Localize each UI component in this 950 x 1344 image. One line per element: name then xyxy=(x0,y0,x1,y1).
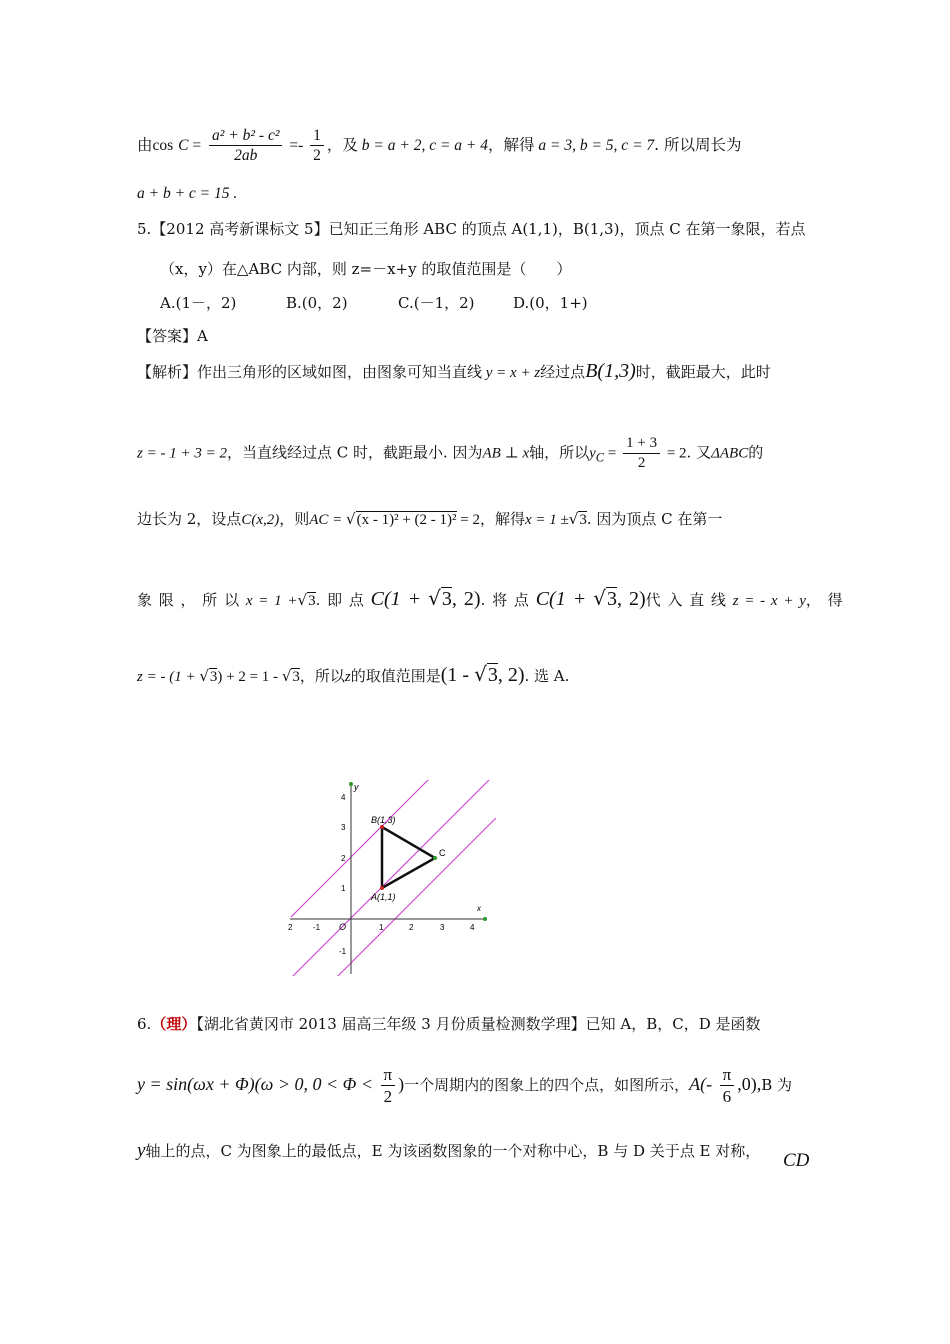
math: ΔABC xyxy=(711,445,749,462)
fraction xyxy=(381,1064,396,1108)
x-axis-arrow xyxy=(483,917,487,921)
point-a: A(- xyxy=(689,1073,717,1094)
math: ) xyxy=(398,1073,405,1094)
denominator: 2 xyxy=(383,1087,393,1107)
q5-answer: 【答案】A xyxy=(137,327,208,345)
q6-line-2 xyxy=(137,1064,792,1108)
fraction xyxy=(310,126,324,166)
q5-option-c: C.(－1，2) xyxy=(398,294,475,312)
math: y xyxy=(137,1140,146,1161)
math: C(1 + xyxy=(535,588,594,610)
math: = xyxy=(604,445,621,462)
q5-option-a: A.(1－，2) xyxy=(160,294,237,312)
text: ，解得 xyxy=(488,135,535,154)
math: 3 xyxy=(487,664,498,686)
numerator: a² + b² - c² xyxy=(209,126,282,146)
point-c xyxy=(433,856,437,860)
label-c: C xyxy=(439,848,446,858)
analysis-line-1 xyxy=(137,360,771,383)
numerator: π xyxy=(720,1064,735,1086)
text: 【解析】作出三角形的区域如图，由图象可知当直线 xyxy=(137,363,483,381)
math: = 2 xyxy=(456,512,480,528)
math: a = 3, b = 5, c = 7 xyxy=(534,136,655,154)
math: = 2 xyxy=(663,445,687,462)
math: z = - 1 + 3 = 2 xyxy=(137,445,227,462)
question-tag: （理） xyxy=(151,1015,197,1033)
text: 象 限 ， 所 以 xyxy=(137,591,240,609)
q5-stem: 5.【2012 高考新课标文 5】已知正三角形 ABC 的顶点 A(1,1)，B(1,3)，顶点 C 在第一象限，若点 xyxy=(137,220,806,238)
math: cos xyxy=(152,136,174,154)
axis-label-x: x xyxy=(477,904,481,913)
math: ) + 2 = 1 - xyxy=(217,669,282,685)
math: x = 1 ± xyxy=(525,512,569,528)
analysis-line-5: z = - (1 + √3) + 2 = 1 - √3，所以z的取值范围是(1 - √3, 2). 选 A. xyxy=(137,662,570,686)
math: b = a + 2, c = a + 4 xyxy=(357,136,488,154)
math: C(1 + xyxy=(370,588,429,610)
triangle-figure xyxy=(285,778,505,978)
text: 边长为 2，设点 xyxy=(137,510,242,528)
origin-label: O xyxy=(339,922,347,932)
text: ，解得 xyxy=(480,510,526,528)
math: AB ⊥ x xyxy=(482,445,530,462)
q6-cd: CD xyxy=(783,1150,810,1171)
y-tick-label: 4 xyxy=(341,793,346,802)
denominator: 2ab xyxy=(234,147,258,165)
text: ，当直线经过点 C 时，截距最小. 因为 xyxy=(226,443,483,462)
math: C(x,2) xyxy=(241,512,280,528)
math: 3 xyxy=(441,588,452,610)
text: ， 得 xyxy=(805,591,843,609)
text: 的 xyxy=(748,443,764,462)
math: 3 xyxy=(292,669,300,685)
point-b xyxy=(380,825,384,829)
text: 一个周期内的图象上的四个点，如图所示， xyxy=(404,1075,690,1094)
x-tick-label: 2 xyxy=(409,923,414,932)
numerator: 1 + 3 xyxy=(623,434,660,454)
math: = xyxy=(188,136,202,154)
math: 3 xyxy=(579,512,587,528)
point-b: B(1,3) xyxy=(585,360,636,382)
x-tick-label: -1 xyxy=(313,923,321,932)
fraction xyxy=(209,126,282,166)
q5-option-b: B.(0，2) xyxy=(286,294,348,312)
analysis-line-4: 象 限 ， 所 以 x = 1 +√3. 即 点 C(1 + √3, 2). 将 点 C(1 + √3, 2)代 入 直 线 z = - x + y， 得 xyxy=(137,586,843,610)
question-number: 6. xyxy=(137,1015,152,1033)
math: ,0), xyxy=(737,1073,762,1094)
math: x = 1 + xyxy=(245,593,298,609)
text: 轴，所以 xyxy=(529,443,590,462)
math: (x - 1)² + (2 - 1)² xyxy=(356,512,457,528)
fraction xyxy=(623,434,660,473)
math: =- xyxy=(285,136,308,154)
text: . 又 xyxy=(686,443,712,462)
text: . 将 点 xyxy=(480,591,529,609)
cos-line xyxy=(137,126,742,166)
math: y = x + z xyxy=(482,365,541,381)
text: ，所以 xyxy=(299,667,345,685)
math: y xyxy=(589,445,596,462)
q5-option-d: D.(0，1+) xyxy=(513,294,588,312)
function-formula: y = sin(ωx + Φ)(ω > 0, 0 < Φ < xyxy=(137,1073,378,1094)
x-tick-label: 4 xyxy=(470,923,475,932)
x-tick-label: 3 xyxy=(440,923,445,932)
q5-stem-2: （x，y）在△ABC 内部，则 z=－x+y 的取值范围是（ ） xyxy=(160,260,572,278)
math: C xyxy=(595,450,605,465)
text: ，则 xyxy=(279,510,310,528)
text: 由 xyxy=(137,135,153,154)
text: 的取值范围是 xyxy=(350,667,441,685)
math: AC = xyxy=(309,512,347,528)
text: . 所以周长为 xyxy=(654,135,742,154)
text: . 因为顶点 C 在第一 xyxy=(586,510,723,528)
fraction xyxy=(720,1064,735,1108)
analysis-line-3: 边长为 2，设点C(x,2)，则AC = √(x - 1)² + (2 - 1)² = 2，解得x = 1 ±√3. 因为顶点 C 在第一 xyxy=(137,510,723,528)
text: B 为 xyxy=(761,1075,793,1094)
math: , 2) xyxy=(451,588,481,610)
math: , 2) xyxy=(497,664,525,686)
math: z xyxy=(344,669,351,685)
denominator: 6 xyxy=(722,1087,732,1107)
math: C xyxy=(178,136,189,154)
x-tick-cut: 2 xyxy=(288,923,293,932)
numerator: π xyxy=(381,1064,396,1086)
denominator: 2 xyxy=(313,147,321,165)
point-a xyxy=(380,886,384,890)
math: z = - (1 + xyxy=(137,669,200,685)
numerator: 1 xyxy=(310,126,324,146)
y-tick-label: 2 xyxy=(341,854,346,863)
denominator: 2 xyxy=(637,454,646,471)
math: 3 xyxy=(308,593,316,609)
text: . 即 点 xyxy=(315,591,364,609)
perimeter-line: a + b + c = 15 . xyxy=(137,185,238,202)
text: 【湖北省黄冈市 2013 届高三年级 3 月份质量检测数学理】已知 A，B，C，D 是函数 xyxy=(196,1015,761,1033)
text: 时，截距最大，此时 xyxy=(635,363,771,381)
math: (1 - xyxy=(440,664,475,686)
math: z = - x + y xyxy=(732,593,806,609)
math: 3 xyxy=(606,588,617,610)
text: . 选 A. xyxy=(524,667,570,685)
q6-stem xyxy=(137,1013,761,1034)
y-tick-label: 1 xyxy=(341,884,346,893)
y-tick-label: 3 xyxy=(341,823,346,832)
label-a: A(1,1) xyxy=(371,892,396,902)
axis-label-y: y xyxy=(354,782,359,792)
y-tick-label: -1 xyxy=(339,947,347,956)
y-axis-arrow xyxy=(349,782,353,786)
math: , 2) xyxy=(616,588,646,610)
level-line-middle xyxy=(291,778,496,978)
text: 代 入 直 线 xyxy=(645,591,726,609)
math: 3 xyxy=(209,669,218,685)
analysis-line-2 xyxy=(137,434,763,473)
text: 轴上的点，C 为图象上的最低点，E 为该函数图象的一个对称中心，B 与 D 关于点 E 对称， xyxy=(145,1142,761,1160)
text: 经过点 xyxy=(540,363,586,381)
q6-line-3 xyxy=(137,1140,760,1162)
label-b: B(1,3) xyxy=(371,815,396,825)
text: ，及 xyxy=(326,135,358,154)
x-tick-label: 1 xyxy=(379,923,384,932)
